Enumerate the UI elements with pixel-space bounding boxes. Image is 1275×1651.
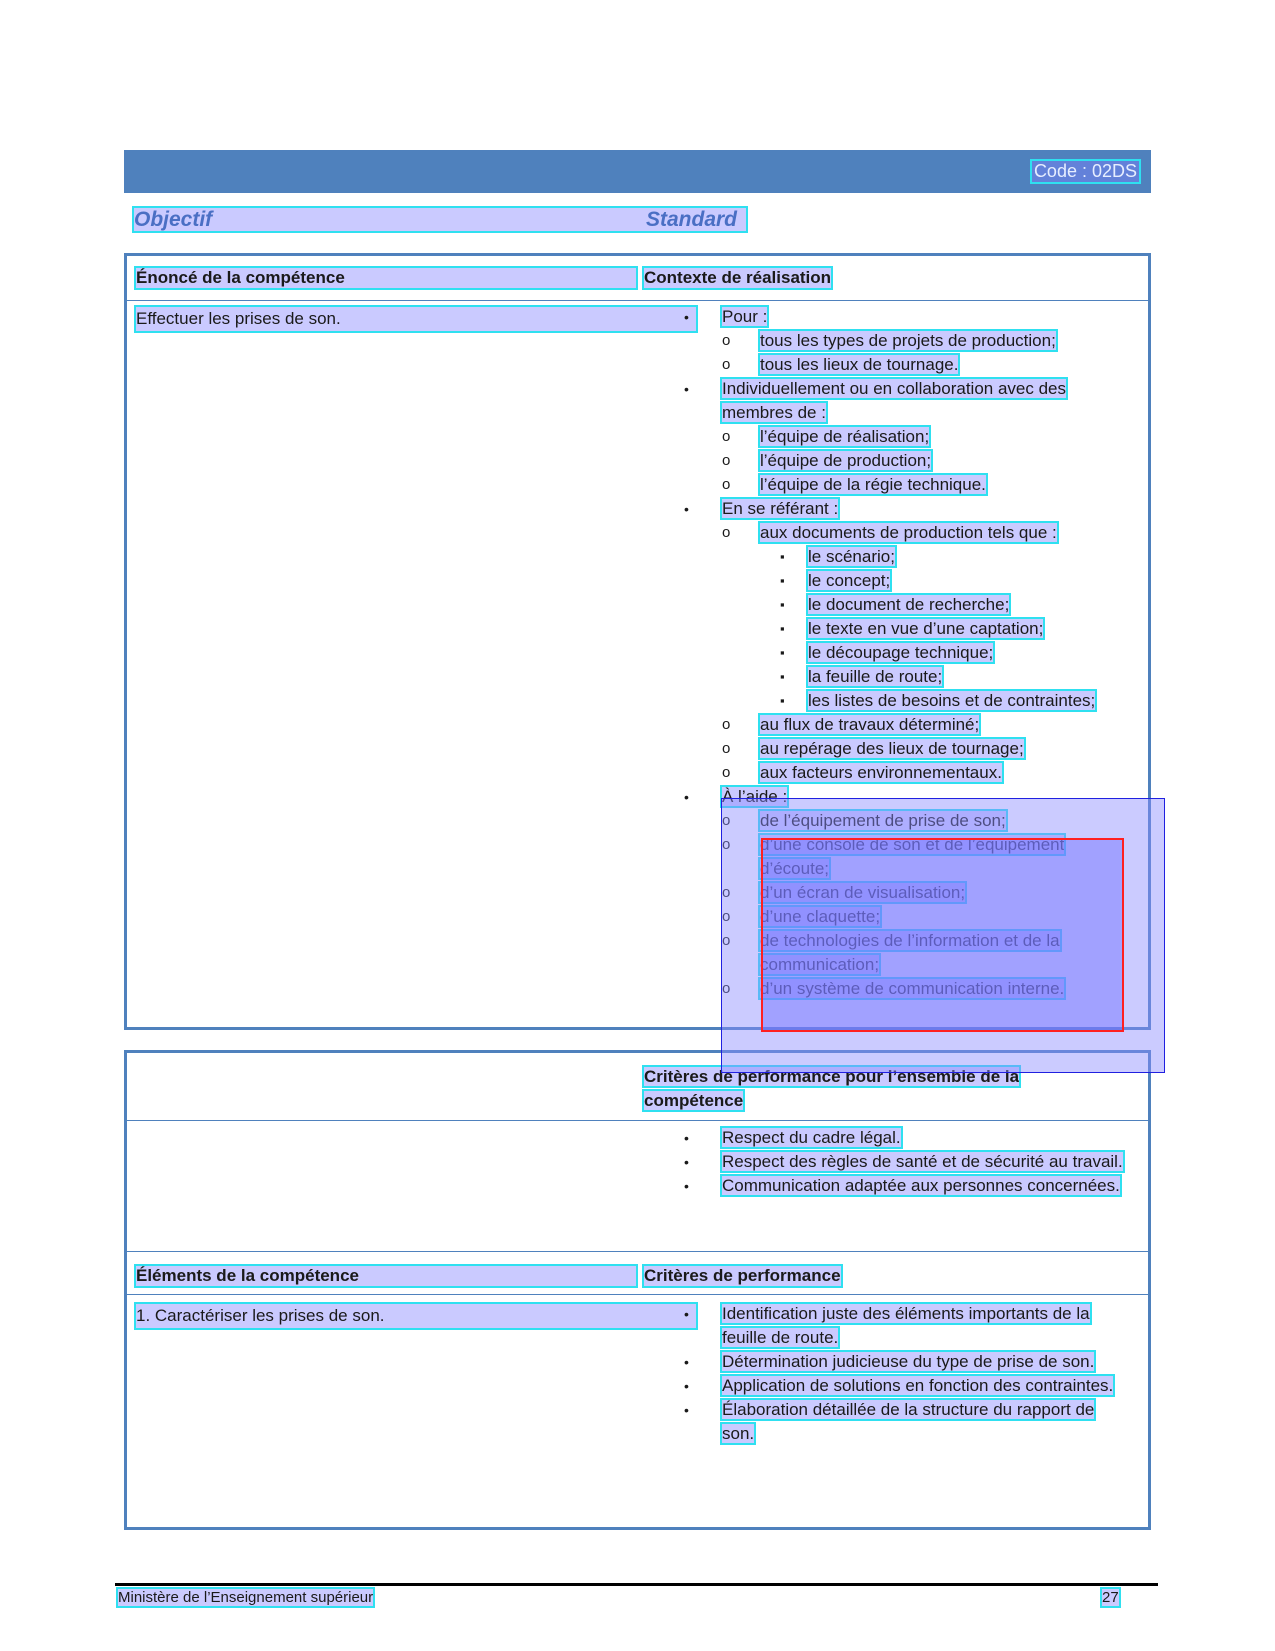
- bullet-icon: •: [684, 501, 689, 517]
- bullet-icon: o: [722, 812, 731, 829]
- criterion: • Application de solutions en fonction des contraintes.: [684, 1374, 1129, 1398]
- context-subitem: o aux documents de production tels que :: [722, 521, 1129, 545]
- bullet-icon: •: [684, 1178, 689, 1194]
- bullet-icon: o: [722, 356, 731, 373]
- context-subitem: o aux facteurs environnementaux.: [722, 761, 1129, 785]
- context-subitem: o l’équipe de réalisation;: [722, 425, 1129, 449]
- context-subsubitem: ▪ la feuille de route;: [780, 665, 1129, 689]
- context-item: • En se référant :: [684, 497, 1129, 521]
- bullet-icon: ▪: [780, 669, 785, 684]
- bullet-icon: ▪: [780, 693, 785, 708]
- footer-ministry: Ministère de l’Enseignement supérieur: [118, 1589, 374, 1606]
- competence-statement-header: Énoncé de la compétence: [136, 268, 636, 288]
- bullet-icon: ▪: [780, 597, 785, 612]
- context-item: • Pour :: [684, 305, 1129, 329]
- bullet-icon: ▪: [780, 573, 785, 588]
- bullet-icon: o: [722, 524, 731, 541]
- criteria-header: Critères de performance: [644, 1266, 841, 1285]
- bullet-icon: o: [722, 764, 731, 781]
- bullet-icon: ▪: [780, 621, 785, 636]
- bottom-divider-3: [127, 1294, 1148, 1295]
- bullet-icon: ▪: [780, 549, 785, 564]
- code-label: Code : 02DS: [1033, 161, 1137, 181]
- context-subitem: o d’une claquette;: [722, 905, 1129, 929]
- context-subitem: o tous les lieux de tournage.: [722, 353, 1129, 377]
- bullet-icon: o: [722, 740, 731, 757]
- global-criteria-list: [684, 1126, 1129, 1198]
- context-subitem: o au flux de travaux déterminé;: [722, 713, 1129, 737]
- context-subsubitem: ▪ le découpage technique;: [780, 641, 1129, 665]
- bullet-icon: o: [722, 716, 731, 733]
- element-1: 1. Caractériser les prises de son.: [136, 1304, 696, 1328]
- bullet-icon: o: [722, 836, 731, 853]
- focus-box: [761, 838, 1124, 1032]
- criterion: • Détermination judicieuse du type de prise de son.: [684, 1350, 1129, 1374]
- bullet-icon: o: [722, 908, 731, 925]
- context-subitem: o d’une console de son et de l’équipement d’écoute;: [722, 835, 1065, 878]
- context-header: Contexte de réalisation: [644, 268, 832, 287]
- global-criterion: • Respect des règles de santé et de sécurité au travail.: [684, 1150, 1129, 1174]
- context-subitem: o au repérage des lieux de tournage;: [722, 737, 1129, 761]
- bottom-divider-1: [127, 1120, 1148, 1121]
- criterion: • Identification juste des éléments importants de la feuille de route.: [684, 1304, 1090, 1347]
- global-criterion: • Respect du cadre légal.: [684, 1126, 1129, 1150]
- context-subitem: o de technologies de l’information et de la communication;: [722, 931, 1060, 974]
- context-subitem: o l’équipe de production;: [722, 449, 1129, 473]
- bullet-icon: o: [722, 476, 731, 493]
- competence-statement: Effectuer les prises de son.: [136, 307, 696, 331]
- footer-page-number: 27: [1102, 1589, 1119, 1606]
- context-item: • Individuellement ou en collaboration avec des membres de :: [684, 379, 1067, 422]
- criteria-list: [684, 1302, 1129, 1446]
- bullet-icon: o: [722, 884, 731, 901]
- context-subsubitem: ▪ les listes de besoins et de contraintes;: [780, 689, 1129, 713]
- bullet-icon: o: [722, 332, 731, 349]
- bottom-divider-2: [127, 1251, 1148, 1252]
- bullet-icon: •: [684, 1402, 689, 1418]
- bullet-icon: •: [684, 309, 689, 325]
- bullet-icon: o: [722, 452, 731, 469]
- bullet-icon: •: [684, 1306, 689, 1322]
- global-criteria-header: Critères de performance pour l’ensemble de la compétence: [644, 1067, 1020, 1110]
- context-subsubitem: ▪ le scénario;: [780, 545, 1129, 569]
- context-subitem: o d’un système de communication interne.: [722, 977, 1129, 1001]
- context-subitem: o de l’équipement de prise de son;: [722, 809, 1129, 833]
- context-subsubitem: ▪ le concept;: [780, 569, 1129, 593]
- bullet-icon: o: [722, 428, 731, 445]
- objectif-title: Objectif: [134, 208, 746, 231]
- context-subitem: o tous les types de projets de production;: [722, 329, 1129, 353]
- footer-rule: [115, 1583, 1158, 1586]
- context-subitem: o d’un écran de visualisation;: [722, 881, 1129, 905]
- bullet-icon: •: [684, 1378, 689, 1394]
- standard-title: Standard: [646, 208, 738, 231]
- elements-header: Éléments de la compétence: [136, 1266, 636, 1286]
- top-table-divider: [127, 300, 1148, 301]
- context-subsubitem: ▪ le document de recherche;: [780, 593, 1129, 617]
- bullet-icon: •: [684, 1130, 689, 1146]
- header-band: [124, 150, 1151, 193]
- bullet-icon: ▪: [780, 645, 785, 660]
- bullet-icon: o: [722, 980, 731, 997]
- global-criterion: • Communication adaptée aux personnes concernées.: [684, 1174, 1129, 1198]
- context-subsubitem: ▪ le texte en vue d’une captation;: [780, 617, 1129, 641]
- bullet-icon: •: [684, 381, 689, 397]
- context-item: • À l’aide :: [684, 785, 1129, 809]
- bullet-icon: •: [684, 1354, 689, 1370]
- bullet-icon: o: [722, 932, 731, 949]
- bottom-table: [124, 1050, 1151, 1530]
- criterion: • Élaboration détaillée de la structure du rapport de son.: [684, 1400, 1095, 1443]
- bullet-icon: •: [684, 789, 689, 805]
- bullet-icon: •: [684, 1154, 689, 1170]
- context-subitem: o l’équipe de la régie technique.: [722, 473, 1129, 497]
